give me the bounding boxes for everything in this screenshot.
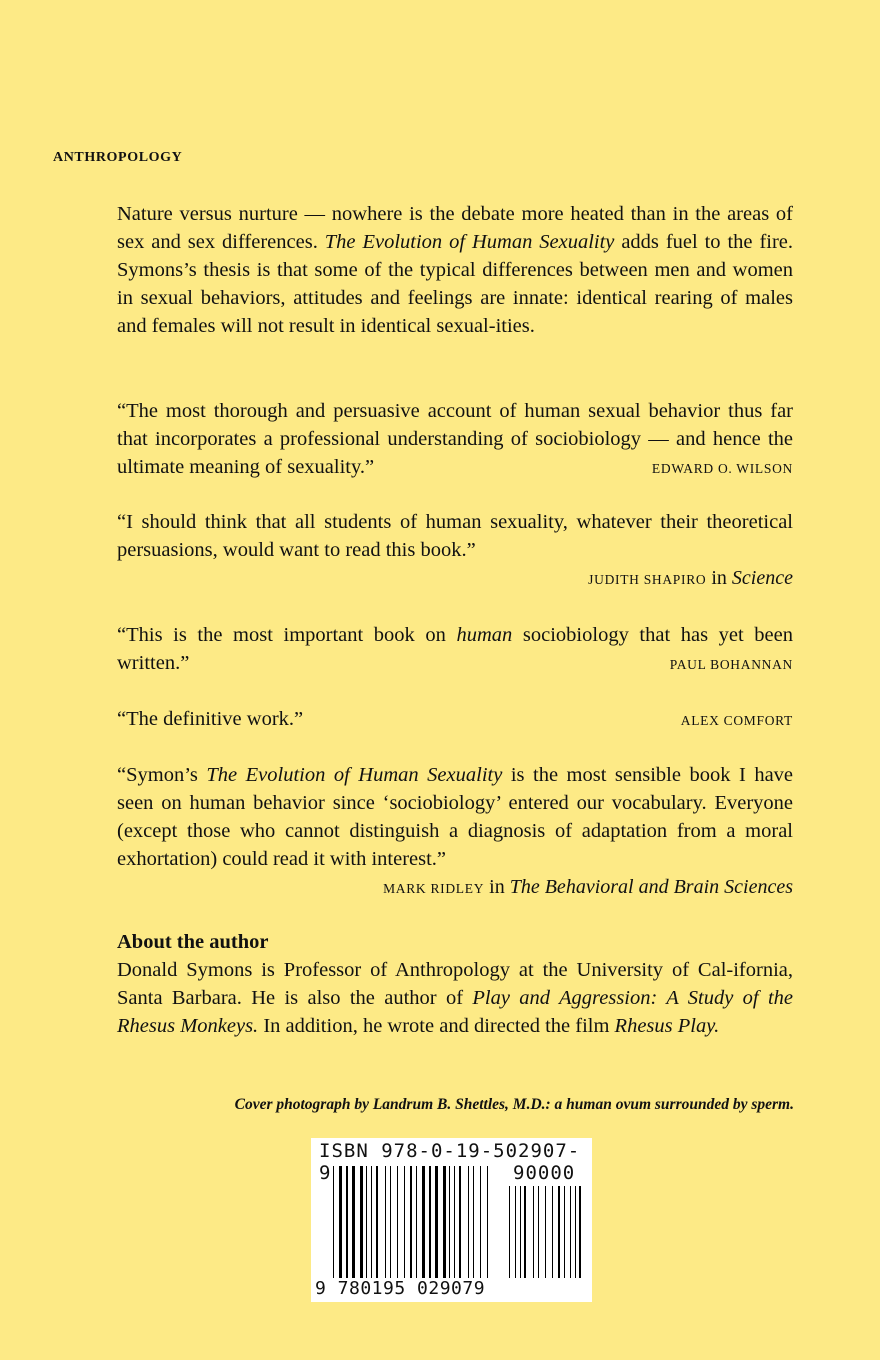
isbn-number: ISBN 978-0-19-502907-9 [319, 1140, 581, 1184]
about-author-heading: About the author [117, 931, 269, 953]
quote-text: “The definitive work.” [117, 708, 304, 730]
isbn-barcode [311, 1138, 592, 1302]
cover-credit: Cover photograph by Landrum B. Shettles, M.D.: a human ovum surrounded by sperm. [234, 1096, 794, 1113]
ean-digits: 9 780195 029079 [315, 1278, 486, 1299]
quote-text: “I should think that all students of human sexuality, whatever their theoretical persuasions, would want to read this book.” [117, 511, 793, 561]
quote-attribution: EDWARD O. WILSON [651, 461, 793, 476]
quote-comfort [117, 705, 793, 735]
quote-ridley: “Symon’s The Evolution of Human Sexuality is the most sensible book I have seen on human behavior since ‘sociobiology’ entered our vocabulary. Everyone (except those who cannot distinguish a diagnosis of adaptation from a moral exhortation) could read it with interest.” MARK RIDLEY in The Behavioral and Brain Sciences [117, 761, 793, 903]
about-author-section [117, 928, 793, 1040]
book-title: The Evolution of Human Sexuality [324, 231, 615, 253]
quote-shapiro [117, 508, 793, 594]
quote-text: “The most thorough and persuasive account of human sexual behavior thus far that incorporates a professional understanding of sociobiology — and hence the ultimate meaning of sexuality.” [117, 400, 793, 478]
quote-attribution: PAUL BOHANNAN [669, 657, 793, 672]
price-code: 90000 [513, 1162, 576, 1184]
quote-attribution: ALEX COMFORT [680, 713, 793, 728]
quote-attribution: JUDITH SHAPIRO in Science [588, 567, 793, 589]
about-author-text: Donald Symons is Professor of Anthropology at the University of Cal-ifornia, Santa Barbara. He is also the author of Play and Aggression: A Study of the Rhesus Monkeys. In addition, he wrote and directed the film Rhesus Play. [117, 959, 794, 1037]
quote-bohannan: “This is the most important book on human sociobiology that has yet been written.” PAUL BOHANNAN [117, 621, 793, 679]
book-description: Nature versus nurture — nowhere is the debate more heated than in the areas of sex and sex differences. The Evolution of Human Sexuality adds fuel to the fire. Symons’s thesis is that some of the typical differences between men and women in sexual behaviors, attitudes and feelings are innate: identical rearing of males and females will not result in identical sexual-ities. [117, 203, 794, 337]
quote-wilson [117, 397, 793, 483]
category-label: ANTHROPOLOGY [53, 150, 183, 165]
quote-attribution: MARK RIDLEY in The Behavioral and Brain Sciences [383, 876, 793, 898]
